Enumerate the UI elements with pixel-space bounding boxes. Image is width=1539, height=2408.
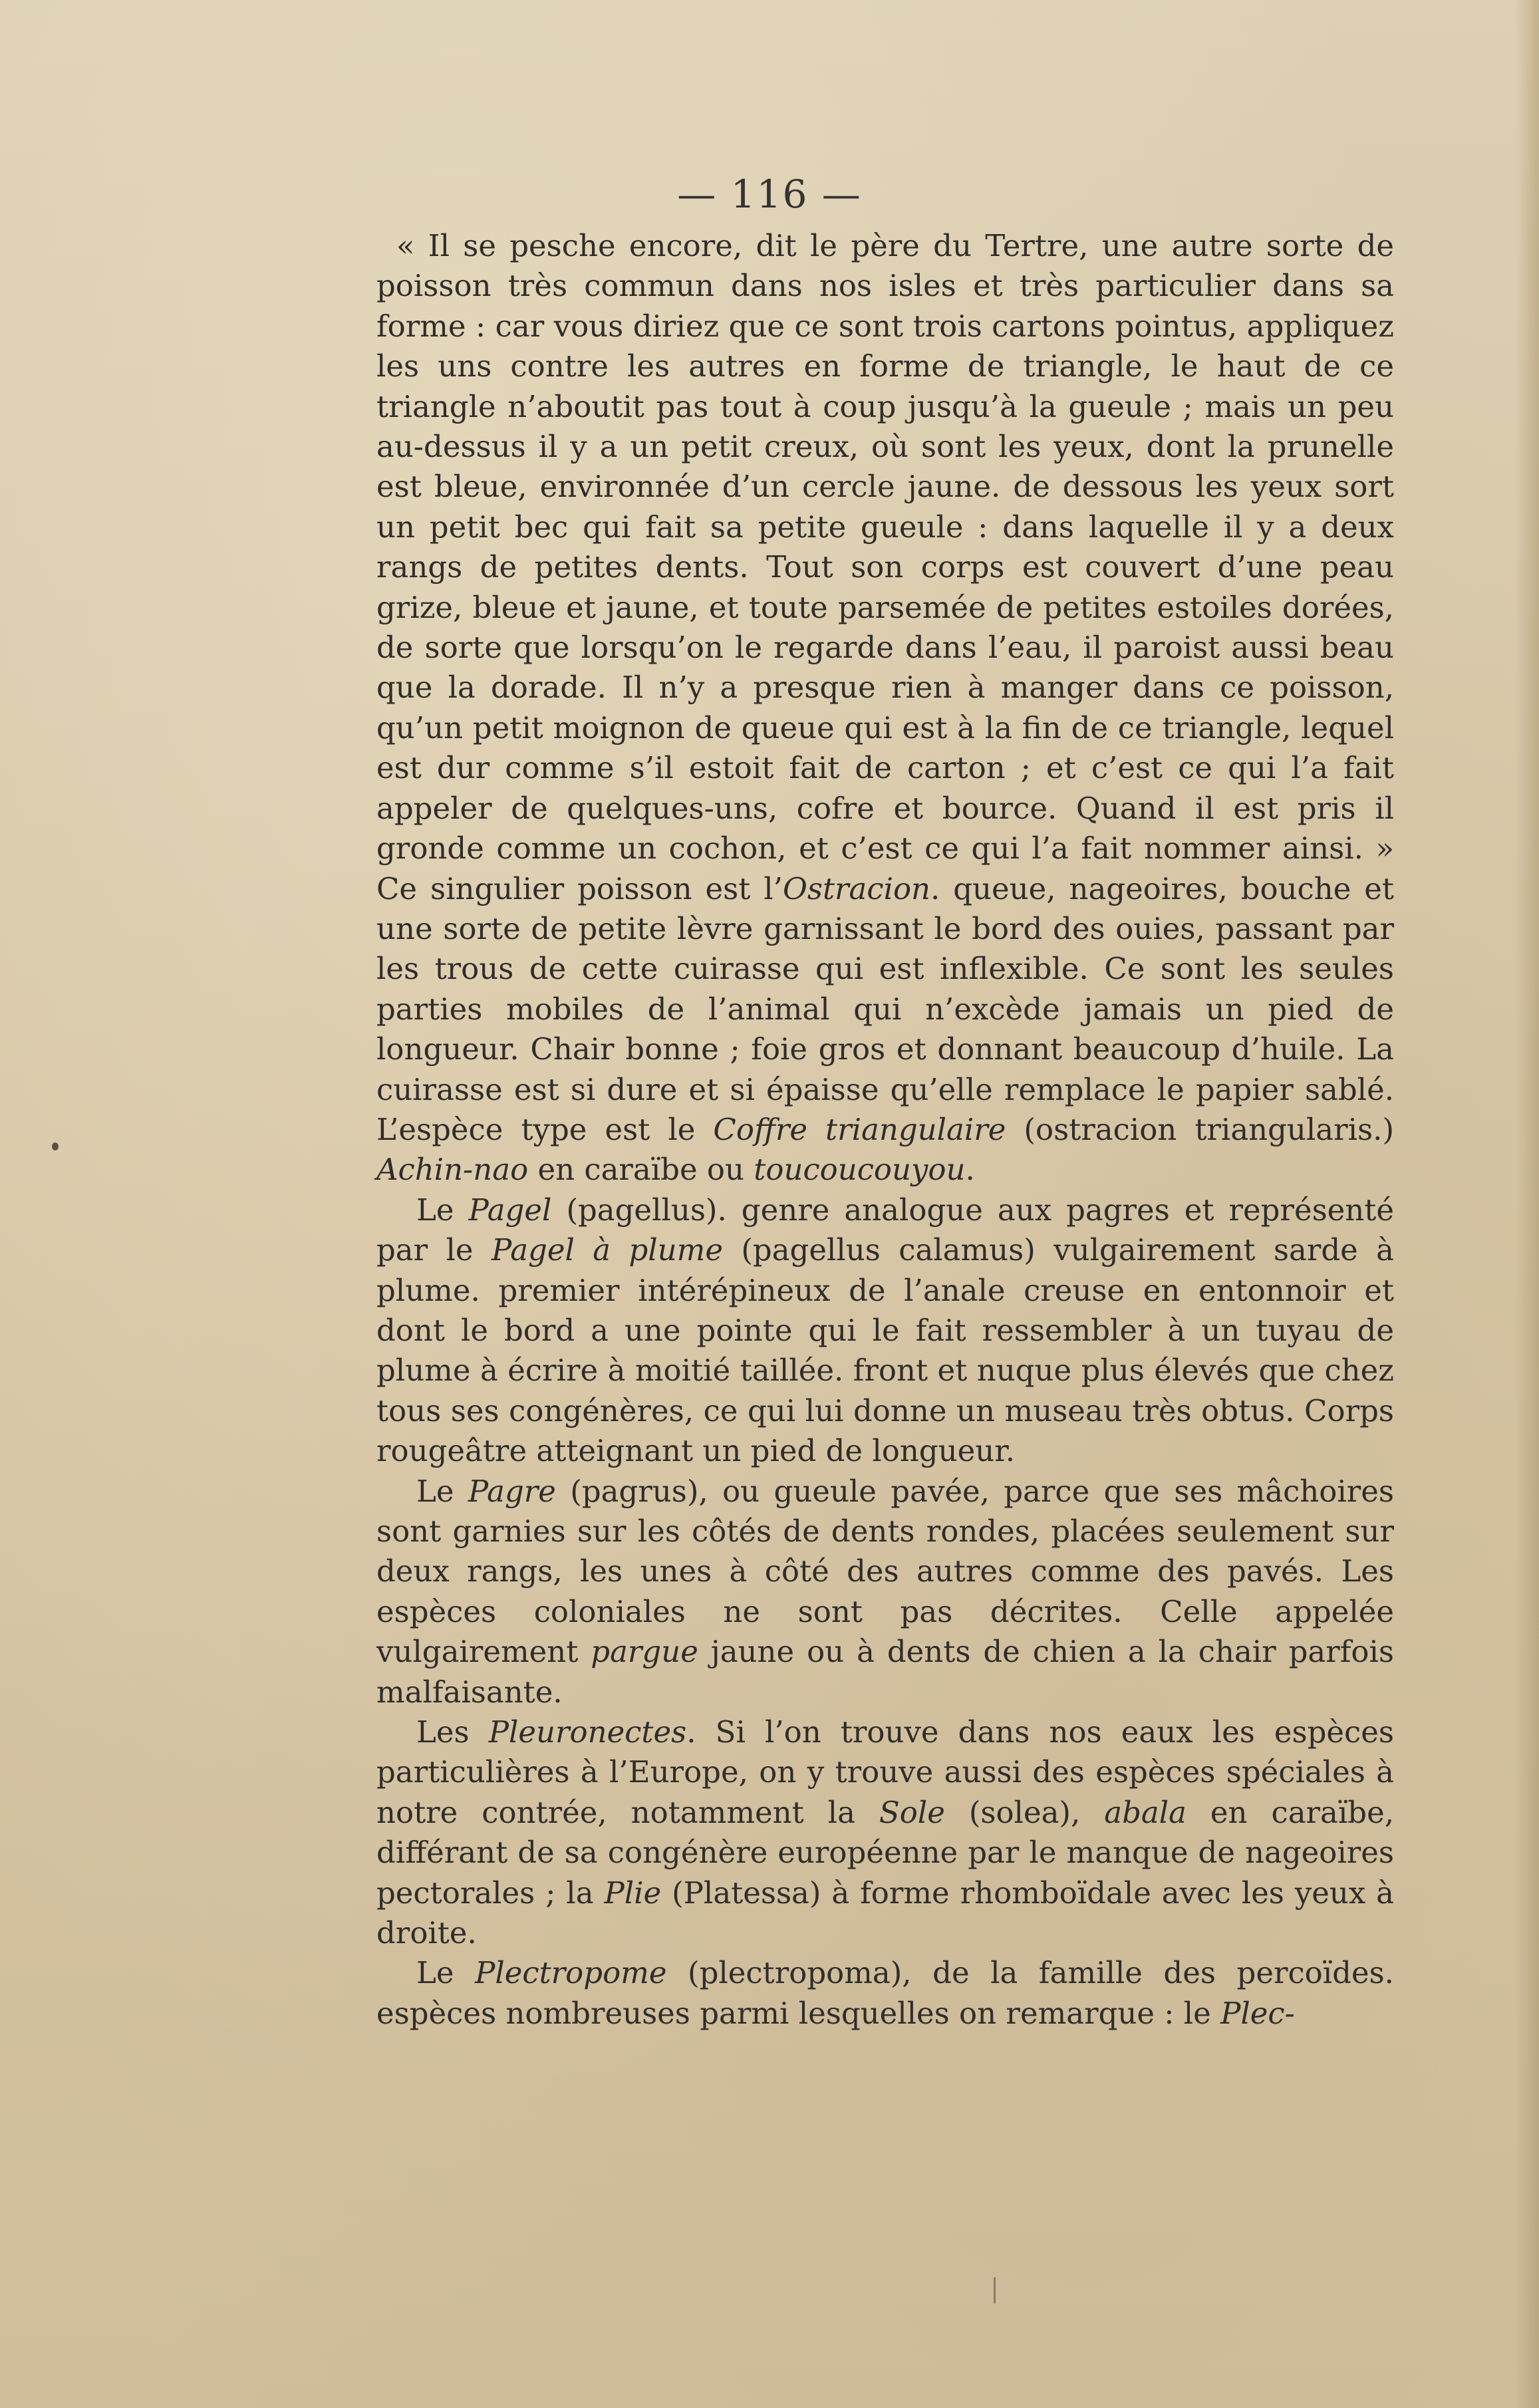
italic-term: Pagre: [468, 1473, 556, 1509]
text-run: en caraïbe ou: [528, 1152, 754, 1188]
italic-term: Plie: [604, 1875, 662, 1911]
text-run: (pagellus). genre analogue aux pagres et représenté par le: [376, 1192, 1394, 1268]
paragraph-coffre: [376, 226, 1394, 1190]
italic-term: Coffre triangulaire: [713, 1111, 1006, 1147]
italic-term: Plec-: [1220, 1995, 1295, 2031]
text-run: (pagellus calamus) vulgairement sarde à plume. premier intérépineux de l’anale creuse en entonnoir et dont le bord a une pointe qui le fait ressembler à un tuyau de plume à écrire à moitié taillée. front et nuque plus élevés que chez tous ses congénères, ce qui lui donne un museau très obtus. Corps rougeâtre atteignant un pied de longueur.: [376, 1232, 1394, 1469]
text-run: Le: [416, 1473, 468, 1509]
italic-term: pargue: [591, 1634, 698, 1670]
text-run: (pagrus), ou gueule pavée, parce que ses mâchoires sont garnies sur les côtés de dents rondes, placées seulement sur deux rangs, les unes à côté des autres comme des pavés. Les espèces coloniales ne sont pas décrites. Celle appelée vulgairement: [376, 1473, 1394, 1670]
text-run: .: [965, 1152, 975, 1188]
italic-term: Ostracion: [782, 870, 931, 906]
italic-term: Achin-nao: [376, 1152, 529, 1188]
italic-term: Sole: [879, 1794, 945, 1830]
italic-term: Plectropome: [475, 1955, 667, 1991]
text-run: jaune ou à dents de chien a la chair parfois malfaisante.: [376, 1634, 1394, 1710]
body-text: [376, 226, 1394, 2034]
text-run: Le: [416, 1192, 469, 1228]
text-run: (plectropoma), de la famille des percoïdes. espèces nombreuses parmi lesquelles on remarque : le: [376, 1955, 1394, 2031]
italic-term: abala: [1104, 1794, 1187, 1830]
paragraph-pagel: [376, 1190, 1394, 1472]
text-run: (ostracion triangularis.): [1006, 1111, 1394, 1147]
text-run: (Platessa) à forme rhomboïdale avec les yeux à droite.: [376, 1875, 1394, 1951]
text-run: . Si l’on trouve dans nos eaux les espèces particulières à l’Europe, on y trouve aussi des espèces spéciales à notre contrée, notamment la: [376, 1714, 1394, 1830]
paragraph-pleuronectes: [376, 1712, 1394, 1953]
italic-term: Pagel: [468, 1192, 552, 1228]
italic-term: Pleuronectes: [488, 1714, 687, 1750]
paragraph-pagre: [376, 1472, 1394, 1712]
page-edge-shadow: [1515, 0, 1539, 2408]
text-run: . queue, nageoires, bouche et une sorte de petite lèvre garnissant le bord des ouies, passant par les trous de cette cuirasse qui est inflexible. Ce sont les seules parties mobiles de l’animal qui n’excède jamais un pied de longueur. Chair bonne ; foie gros et donnant beaucoup d’huile. La cuirasse est si dure et si épaisse qu’elle remplace le papier sablé. L’espèce type est le: [376, 870, 1394, 1147]
text-run: Le: [416, 1955, 476, 1991]
italic-term: toucoucouyou: [754, 1152, 966, 1188]
text-run: en caraïbe, différant de sa congénère européenne par le manque de nageoires pectorales ; la: [376, 1794, 1395, 1911]
italic-term: Pagel à plume: [491, 1232, 723, 1268]
text-run: « Il se pesche encore, dit le père du Tertre, une autre sorte de poisson très commun dans nos isles et très particulier dans sa forme : car vous diriez que ce sont trois cartons pointus, appliquez les uns contre les autres en forme de triangle, le haut de ce triangle n’aboutit pas tout à coup jusqu’à la gueule ; mais un peu au-dessus il y a un petit creux, où sont les yeux, dont la prunelle est bleue, environnée d’un cercle jaune. de dessous les yeux sort un petit bec qui fait sa petite gueule : dans laquelle il y a deux rangs de petites dents. Tout son corps est couvert d’une peau grize, bleue et jaune, et toute parsemée de petites estoiles dorées, de sorte que lorsqu’on le regarde dans l’eau, il paroist aussi beau que la dorade. Il n’y a presque rien à manger dans ce poisson, qu’un petit moignon de queue qui est à la fin de ce triangle, lequel est dur comme s’il estoit fait de carton ; et c’est ce qui l’a fait appeler de quelques-uns, cofre et bource. Quand il est pris il gronde comme un cochon, et c’est ce qui l’a fait nommer ainsi. » Ce singulier poisson est l’: [376, 228, 1394, 906]
ink-speck: [52, 1142, 59, 1150]
text-run: (solea),: [944, 1794, 1105, 1830]
text-run: Les: [416, 1714, 489, 1750]
page-number: — 116 —: [677, 172, 862, 217]
ink-speck: [994, 2277, 996, 2304]
paragraph-plectropome: [376, 1953, 1394, 2034]
